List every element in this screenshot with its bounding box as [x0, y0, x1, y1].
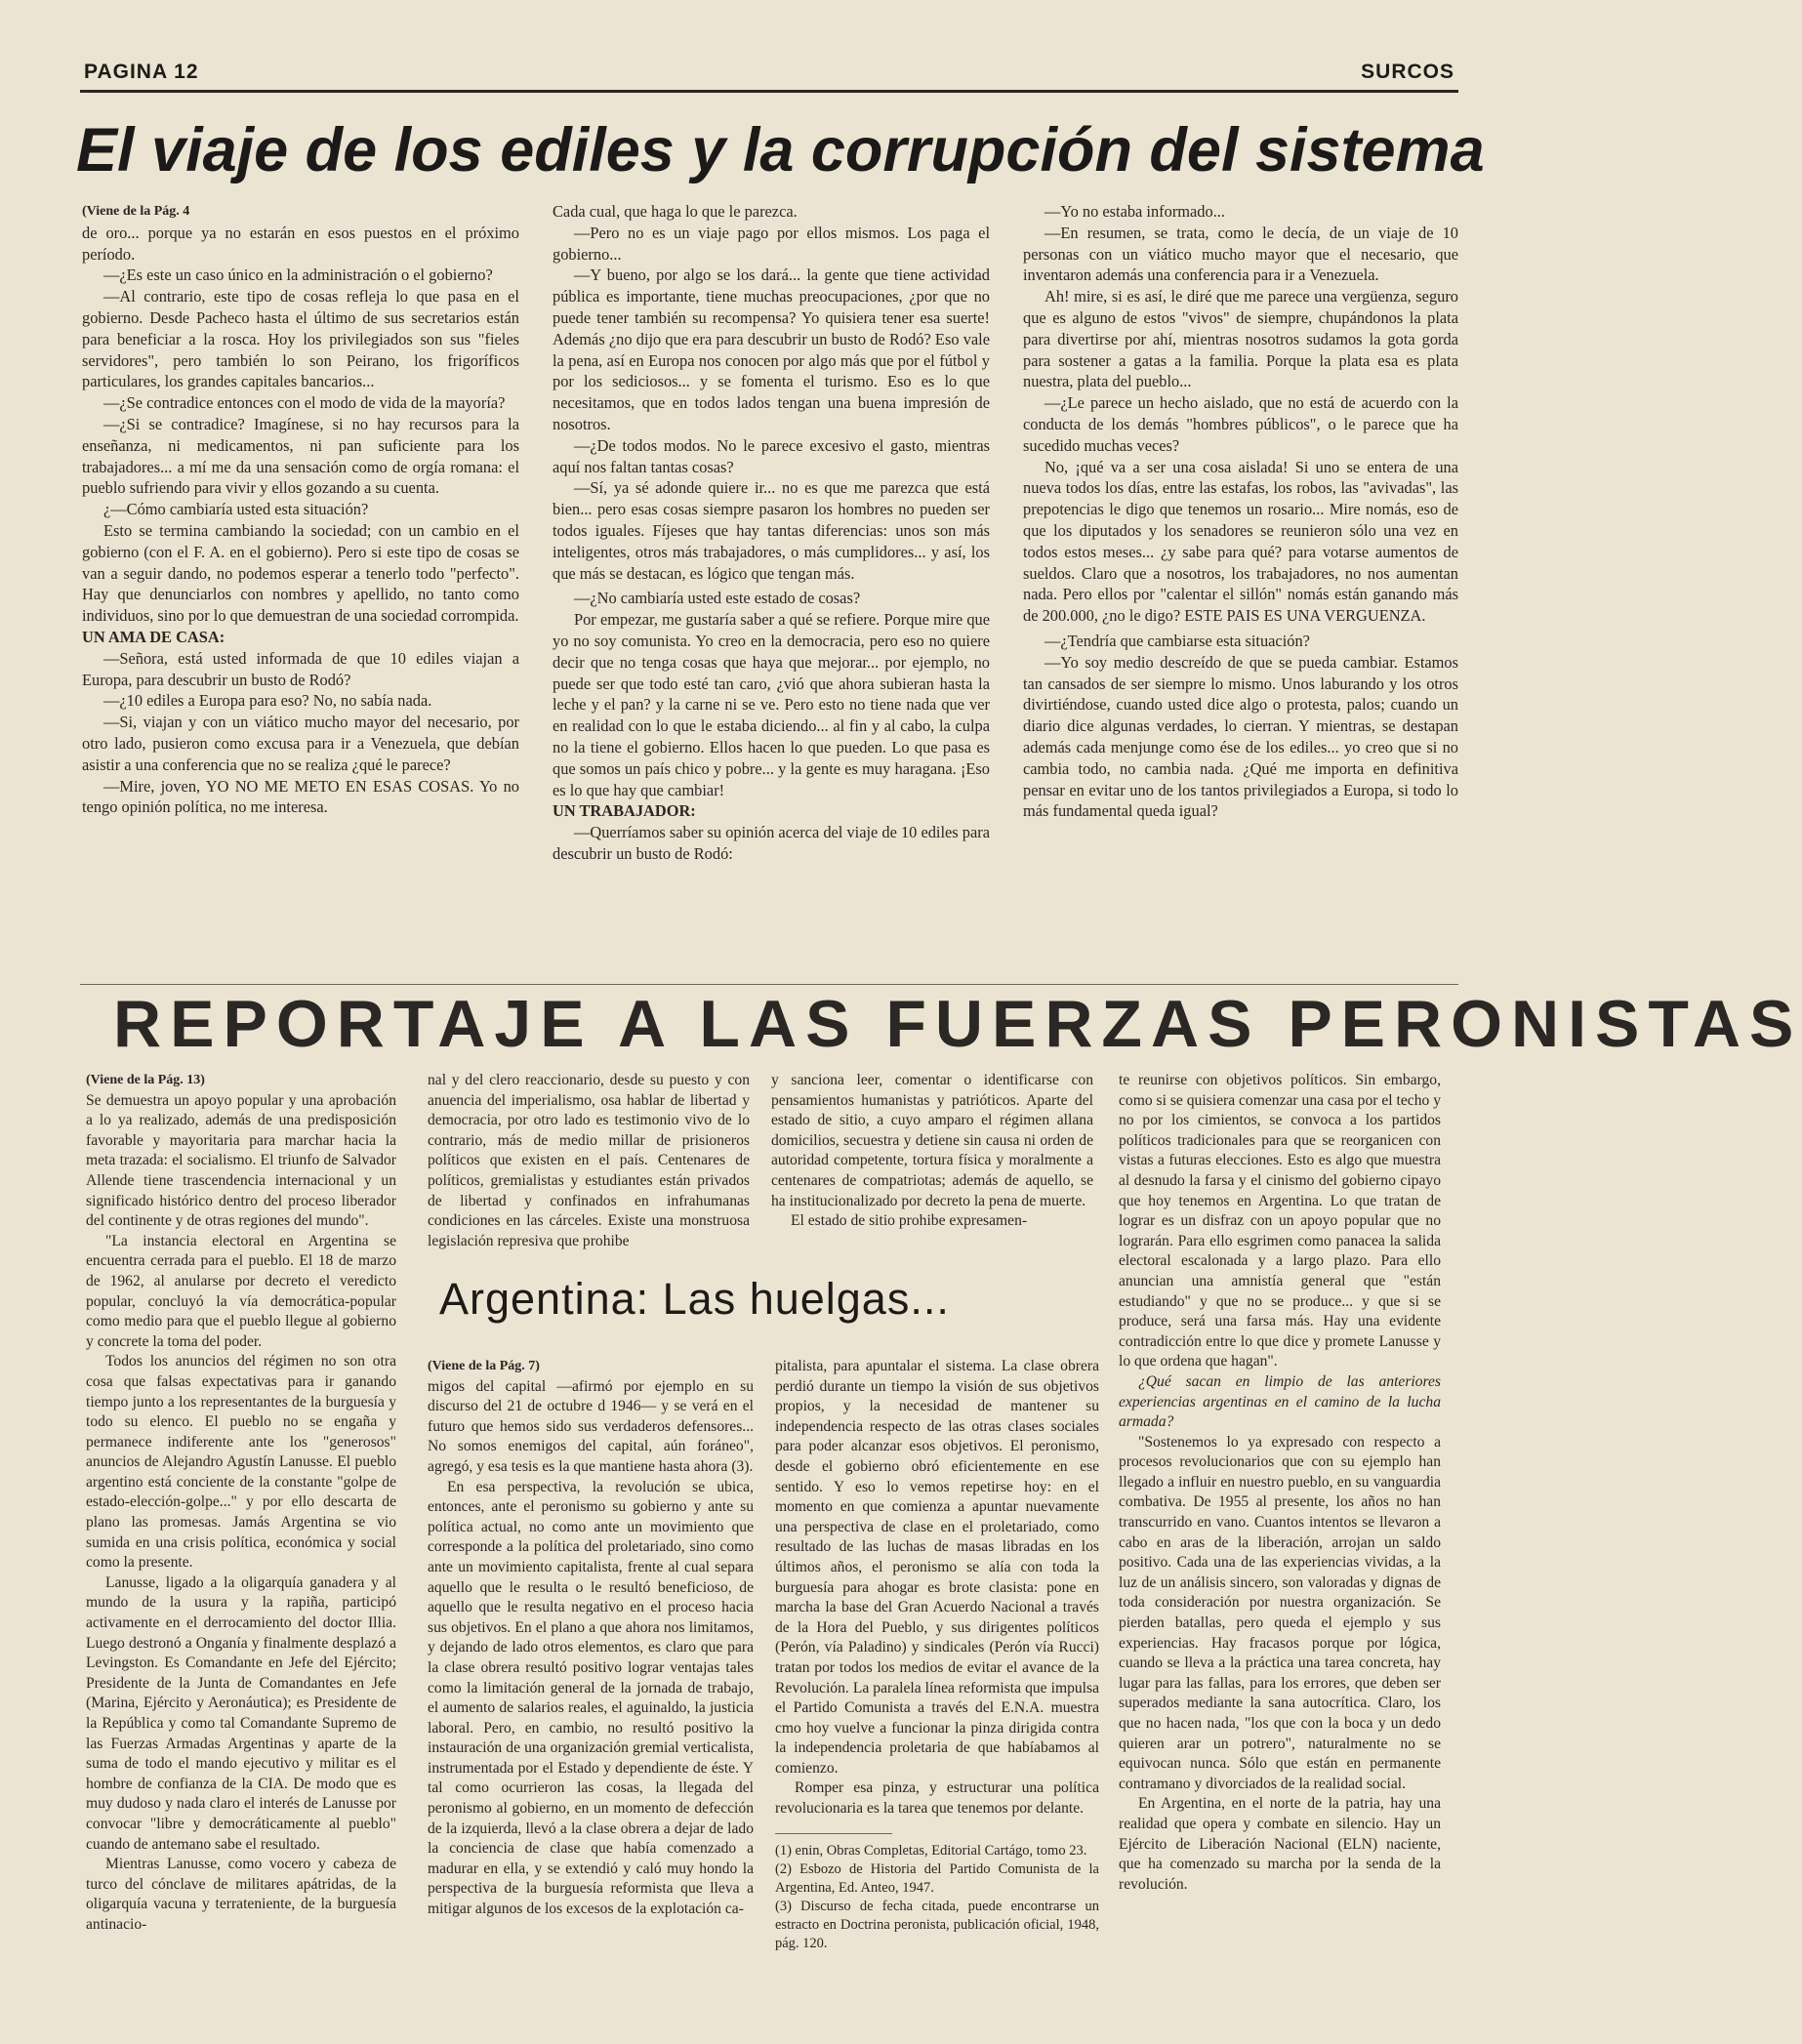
paragraph: El estado de sitio prohibe expresamen-: [791, 1212, 1028, 1230]
article-peronistas-column-3: [771, 1071, 1093, 1305]
article-peronistas-column-2: [428, 1071, 750, 1305]
paragraph: —Mire, joven, YO NO ME METO EN ESAS COSAS. Yo no tengo opinión política, no me interesa.: [82, 776, 519, 817]
paragraph: —Pero no es un viaje pago por ellos mismos. Los paga el gobierno...: [553, 223, 990, 264]
article-headline-ediles: El viaje de los ediles y la corrupción del sistema: [76, 116, 1485, 184]
paragraph: En Argentina, en el norte de la patria, hay una realidad que opera y combate en silencio. Hay un Ejército de Liberación Nacional (ELN) naciente, que ha comenzado su marcha por la senda de la revolución.: [1119, 1795, 1441, 1893]
paragraph: de oro... porque ya no estarán en esos puestos en el próximo período.: [82, 223, 519, 264]
header-rule: [80, 90, 1458, 93]
paragraph: —Si, viajan y con un viático mucho mayor del necesario, por otro lado, pusieron como excusa para ir a Venezuela, que debían asistir a una conferencia que no se realiza ¿qué le parece?: [82, 713, 519, 774]
paragraph: —Señora, está usted informada de que 10 ediles viajan a Europa, para descubrir un busto de Rodó?: [82, 648, 519, 689]
paragraph: —Yo soy medio descreído de que se pueda cambiar. Estamos tan cansados de ser siempre lo mismo. Unos laburando y los otros divirtiéndose, cuando usted dice algo o protesta, palos; cuando un diario dice algunas verdades, lo cierran. Y mientras, se destapan además cada menjunge como ése de los ediles... yo creo que si no cambia todo, no cambia nada. ¿Qué me importa en definitiva pensar en evitar uno de los tantos privilegiados a Europa, si todo lo más fundamental queda igual?: [1023, 652, 1458, 821]
paragraph: pitalista, para apuntalar el sistema. La clase obrera perdió durante un tiempo la visión de sus objetivos propios, y la necesidad de mantener su independencia respecto de las otras clases sociales para poder alcanzar esos objetivos. El peronismo, desde el gobierno obró eficientemente en ese sentido. Y eso lo vemos repetirse hoy: en el momento en que comienza a apuntar nuevamente una perspectiva de clase en el proletariado, como resultado de las luchas de masas libradas en los últimos años, el peronismo se alía con toda la burguesía para ahogar es brote clasista: pone en marcha la base del Gran Acuerdo Nacional a través de la Hora del Pueblo, y sus dirigentes políticos (Perón, vía Paladino) y sindicales (Perón vía Rucci) tratan por todos los medios de evitar el avance de la Revolución. La paralela línea reformista que impulsa el Partido Comunista a través del E.N.A. muestra cmo hoy vuelve a funcionar la pinza dirigida contra la independencia proletaria de que habíabamos al comienzo.: [775, 1358, 1099, 1777]
article-huelgas-column-2: [775, 1357, 1099, 2021]
paragraph: y sanciona leer, comentar o identificarse con pensamientos humanistas y patrióticos. Aparte del estado de sitio, a cuyo amparo el régimen allana domicilios, secuestra y detiene sin causa ni orden de autoridad competente, tortura física y moralmente a centenares de compatriotas; además de aquello, se ha institucionalizado por decreto la pena de muerte.: [771, 1072, 1093, 1209]
paragraph: nal y del clero reaccionario, desde su puesto y con anuencia del imperialismo, osa hablar de libertad y democracia, por otro lado es testimonio vivo de lo contrario, más de medio millar de prisioneros políticos que existen en el país. Centenares de políticos, gremialistas y estudiantes están privados de libertad y confinados en infrahumanas condiciones en las cárceles. Existe una monstruosa legislación represiva que prohibe: [428, 1072, 750, 1249]
paragraph: UN AMA DE CASA:: [82, 627, 225, 646]
page-number: PAGINA 12: [84, 61, 199, 83]
article-ediles-column-3: [1023, 201, 1458, 982]
article-headline-peronistas: REPORTAJE A LAS FUERZAS PERONISTAS: [113, 987, 1802, 1061]
article-peronistas-column-4: [1119, 1071, 1441, 2018]
paragraph: —¿Es este un caso único en la administración o el gobierno?: [103, 266, 493, 285]
paragraph: —Sí, ya sé adonde quiere ir... no es que me parezca que está bien... pero esas cosas siempre pasaron los hombres no pueden ser todos iguales. Fíjeses que hay tantas diferencias: unos son más inteligentes, otros más trabajadores, o más cumplidores... y así, los que más se destacan, es lógico que tengan más.: [553, 478, 990, 583]
article-ediles-column-2: [553, 201, 990, 982]
paragraph: —¿Si se contradice? Imagínese, si no hay recursos para la enseñanza, ni medicamentos, ni pan suficiente para los trabajadores... a mí me da una sensación como de orgía romana: el pueblo sufriendo para vivir y ellos gozando a su cuenta.: [82, 414, 519, 498]
paragraph: Cada cual, que haga lo que le parezca.: [553, 202, 798, 221]
paragraph: Por empezar, me gustaría saber a qué se refiere. Porque mire que yo no soy comunista. Yo creo en la democracia, pero eso no quiere decir que no tenga cosas que haya que mejorar... por ejemplo, no puede ser que todo esté tan caro, ¿vió que ahora subieran hasta la leche y el pan? y la carne ni se ve. Pero esto no tiene nada que ver en realidad con lo que le estaba diciendo... al fin y al cabo, la culpa no la tiene el gobierno. Ellos hacen lo que pueden. Lo que pasa es que somos un país chico y pobre... y la gente es muy haragana. ¡Eso es lo que hay que cambiar!: [553, 610, 990, 799]
article-huelgas-column-1: [428, 1357, 754, 2021]
paragraph: —¿10 ediles a Europa para eso? No, no sabía nada.: [103, 691, 432, 711]
paragraph: Romper esa pinza, y estructurar una política revolucionaria es la tarea que tenemos por delante.: [775, 1779, 1099, 1818]
paragraph: No, ¡qué va a ser una cosa aislada! Si uno se entera de una nueva todos los días, entre las estafas, los robos, las "avivadas", las prepotencias le digo que tenemos un rosario... Mire nomás, eso de que los diputados y los senadores se reunieron sólo una vez en todos estos meses... ¿y sabe para qué? para votarse aumentos de sueldos. Claro que a nosotros, los trabajadores, no nos aumentan nada. Pero ellos por "calentar el sillón" nomás están ganando más de 200.000, ¿no le digo? ESTE PAIS ES UNA VERGUENZA.: [1023, 457, 1458, 626]
paragraph: —Y bueno, por algo se los dará... la gente que tiene actividad pública es importante, tiene muchas preocupaciones, ¿por que no puede tener también su recompensa? Yo quisiera tener esa suerte! Además ¿no dijo que era para descubrir un busto de Rodó? Eso vale la pena, así en Europa nos conocen por algo más que por el fútbol y por los sediciosos... y se fomenta el turismo. Eso es lo que necesitamos, que en todos lados tengan una buena impresión de nosotros.: [553, 266, 990, 433]
paragraph: te reunirse con objetivos políticos. Sin embargo, como si se quisiera comenzar una casa por el techo y no por los cimientos, se convoca a los partidos políticos tradicionales para que se reorganicen con vistas a futuras elecciones. Esto es algo que muestra al desnudo la farsa y el cinismo del gobierno cipayo que hoy tenemos en Argentina. Lo que tratan de lograr es un disfraz con un apoyo popular que no lograrán. Para ello esgrimen como panacea la salida electoral escalonada y a largo plazo. Para ello anuncian una amnistía general que "están estudiando" y que no se produce... y que si se produce, será una farsa más. Hay una evidente contradicción entre lo que dice y promete Lanusse y lo que ordena que hagan".: [1119, 1072, 1441, 1370]
paragraph: —¿Se contradice entonces con el modo de vida de la mayoría?: [103, 393, 506, 413]
paragraph: Mientras Lanusse, como vocero y cabeza de turco del cónclave de militares apátridas, de la oligarquía vacuna y terrateniente, de la burguesía antinacio-: [86, 1856, 396, 1933]
paragraph: —Yo no estaba informado...: [1044, 202, 1225, 221]
article-ediles-body: [82, 201, 1458, 982]
paragraph: Lanusse, ligado a la oligarquía ganadera y al mundo de la usura y la rapiña, participó activamente en el derrocamiento del doctor Illia. Luego destronó a Onganía y finalmente desplazó a Levingston. Es Comandante en Jefe del Ejército; Presidente de la Junta de Comandantes en Jefe (Marina, Ejército y Aeronáutica); es Presidente de la República y como tal Comandante Supremo de las Fuerzas Armadas Argentinas y aparte de la suma de todo el mando ejecutivo y militar es el hombre de confianza de la CIA. De modo que es muy dudoso y nada claro el interés de Lanusse por convocar "libre y democráticamente al pueblo" cuando de antemano sabe el resultado.: [86, 1574, 396, 1853]
paragraph: (Viene de la Pág. 7): [428, 1359, 540, 1373]
paragraph: "La instancia electoral en Argentina se encuentra cerrada para el pueblo. El 18 de marzo de 1962, al anularse por decreto el veredicto popular, concluyó la vía democrática-popular como medio para que el pueblo llegue al gobierno y concrete la toma del poder.: [86, 1232, 396, 1350]
paragraph: —¿Tendría que cambiarse esta situación?: [1044, 631, 1310, 650]
running-header: [84, 61, 1454, 88]
paragraph: —En resumen, se trata, como le decía, de un viaje de 10 personas con un viático mucho mayor que el necesario, que inventaron además una conferencia para ir a Venezuela.: [1023, 223, 1458, 285]
paragraph: UN TRABAJADOR:: [553, 801, 696, 821]
paragraph: migos del capital —afirmó por ejemplo en su discurso del 21 de octubre d 1946— y se verá en el futuro que hemos sido sus verdaderos defensores... No somos enemigos del capital, aún foráneo", agregó, y esa tesis es la que mantiene hasta ahora (3).: [428, 1377, 754, 1475]
footnote: (3) Discurso de fecha citada, puede encontrarse un estracto en Doctrina peronista, publicación oficial, 1948, pág. 120.: [775, 1898, 1099, 1951]
paragraph: Se demuestra un apoyo popular y una aprobación a lo ya realizado, además de una predisposición favorable y mayoritaria para marchar hacia la meta trazada: el socialismo. El triunfo de Salvador Allende tiene trascendencia internacional y un significado histórico dentro del proceso liberador del continente y de otras regiones del mundo".: [86, 1091, 396, 1230]
paragraph: En esa perspectiva, la revolución se ubica, entonces, ante el peronismo su gobierno y ante su política actual, no como ante un movimiento que corresponde a la política del proletariado, sino como ante un movimiento capitalista, frente al cual separa aquello que le resulta o le resultó beneficioso, de aquello que le resulta negativo en el proceso hacia sus objetivos. En el plano a que ahora nos limitamos, y dejando de lado otros elementos, es claro que para la clase obrera resultó positivo lograr ventajas tales como la limitación general de la jornada de trabajo, el aumento de salarios reales, el aguinaldo, la justicia laboral. Pero, en cambio, no resultó positivo la instauración de una organización gremial verticalista, instrumentada por el Estado y dependiente de éste. Y tal como ocurrieron las cosas, la llegada del peronismo al gobierno, en un momento de defección de la izquierda, llevó a la clase obrera a dejar de lado la conciencia de clase que había comenzado a madurar en ella, y se extendió y caló muy hondo la perspectiva de la burguesía reformista que lleva a mitigar algunos de los excesos de la explotación ca-: [428, 1478, 754, 1918]
footnote: (1) enin, Obras Completas, Editorial Cartágo, tomo 23.: [775, 1842, 1087, 1859]
paragraph: (Viene de la Pág. 4: [82, 204, 190, 219]
footnote: (2) Esbozo de Historia del Partido Comunista de la Argentina, Ed. Anteo, 1947.: [775, 1860, 1099, 1896]
section-divider: [80, 984, 1458, 985]
paragraph: ¿—Cómo cambiaría usted esta situación?: [103, 500, 369, 519]
paragraph: —¿De todos modos. No le parece excesivo el gasto, mientras aquí nos faltan tantas cosas?: [553, 435, 990, 476]
paragraph: —Al contrario, este tipo de cosas refleja lo que pasa en el gobierno. Desde Pacheco hasta el último de sus secretarios están para beneficiar a la rosca. Hoy los privilegiados son sus "fieles servidores", pero también lo son Peirano, los frigoríficos particulares, los grandes capitales bancarios...: [82, 287, 519, 391]
article-headline-huelgas: Argentina: Las huelgas...: [439, 1274, 950, 1324]
paragraph: —¿Le parece un hecho aislado, que no está de acuerdo con la conducta de los demás "hombres públicos", o le parece que ha sucedido muchas veces?: [1023, 393, 1458, 455]
paragraph: ¿Qué sacan en limpio de las anteriores experiencias argentinas en el camino de la lucha armada?: [1119, 1372, 1441, 1431]
publication-name: SURCOS: [1361, 61, 1454, 83]
article-ediles-column-1: [82, 201, 519, 982]
article-peronistas-column-1: [86, 1071, 396, 2018]
footnote-rule: [775, 1833, 892, 1834]
paragraph: (Viene de la Pág. 13): [86, 1073, 205, 1087]
paragraph: Ah! mire, si es así, le diré que me parece una vergüenza, seguro que es alguno de estos "vivos" de siempre, chupándonos la plata para divertirse por ahí, mientras nosotros sudamos la gota gorda para sostener a gatas a la familia. Porque la plata esa es plata nuestra, plata del pueblo...: [1023, 287, 1458, 391]
paragraph: Todos los anuncios del régimen no son otra cosa que falsas expectativas para ir ganando tiempo junto a los representantes de la burguesía y todo su elenco. El pueblo no se engaña y permanece indiferente ante los "generosos" anuncios de Alejandro Agustín Lanusse. El pueblo argentino está conciente de la constante "golpe de estado-elección-golpe..." y por ello descarta de plano las promesas. Jamás Argentina se vio sumida en una crisis política, económica y social como la presente.: [86, 1353, 396, 1572]
paragraph: Esto se termina cambiando la sociedad; con un cambio en el gobierno (con el F. A. en el gobierno). Pero si este tipo de cosas se van a seguir dando, no podemos esperar a tenerlo todo "perfecto". Hay que denunciarlos con nombres y apellido, no tanto como individuos, sino por lo que demuestran de una sociedad corrompida.: [82, 520, 519, 626]
paragraph: "Sostenemos lo ya expresado con respecto a procesos revolucionarios que con su ejemplo han llegado a influir en nuestro pueblo, en su vanguardia combativa. De 1955 al presente, los años no han transcurrido en vano. Cuantos intentos se llevaron a cabo en aras de la liberación, arrojan un saldo positivo. Cada una de las experiencias vividas, a la luz de un análisis sincero, son valoradas y dignas de toda consideración por nuestra organización. Se pierden batallas, pero queda el ejemplo y sus experiencias. Hay fracasos porque por lógica, cuando se lleva a la práctica una tarea concreta, hay lugar para las fallas, para los errores, que deben ser superados mediante la sana autocrítica. Claro, los que no hacen nada, "los que con la boca y un dedo quieren arar un potrero", naturalmente no se equivocan nunca. Sólo que están en permanente contramano y divorciados de la realidad social.: [1119, 1433, 1441, 1792]
paragraph: —Querríamos saber su opinión acerca del viaje de 10 ediles para descubrir un busto de Rodó:: [553, 823, 990, 863]
paragraph: —¿No cambiaría usted este estado de cosas?: [574, 589, 861, 608]
